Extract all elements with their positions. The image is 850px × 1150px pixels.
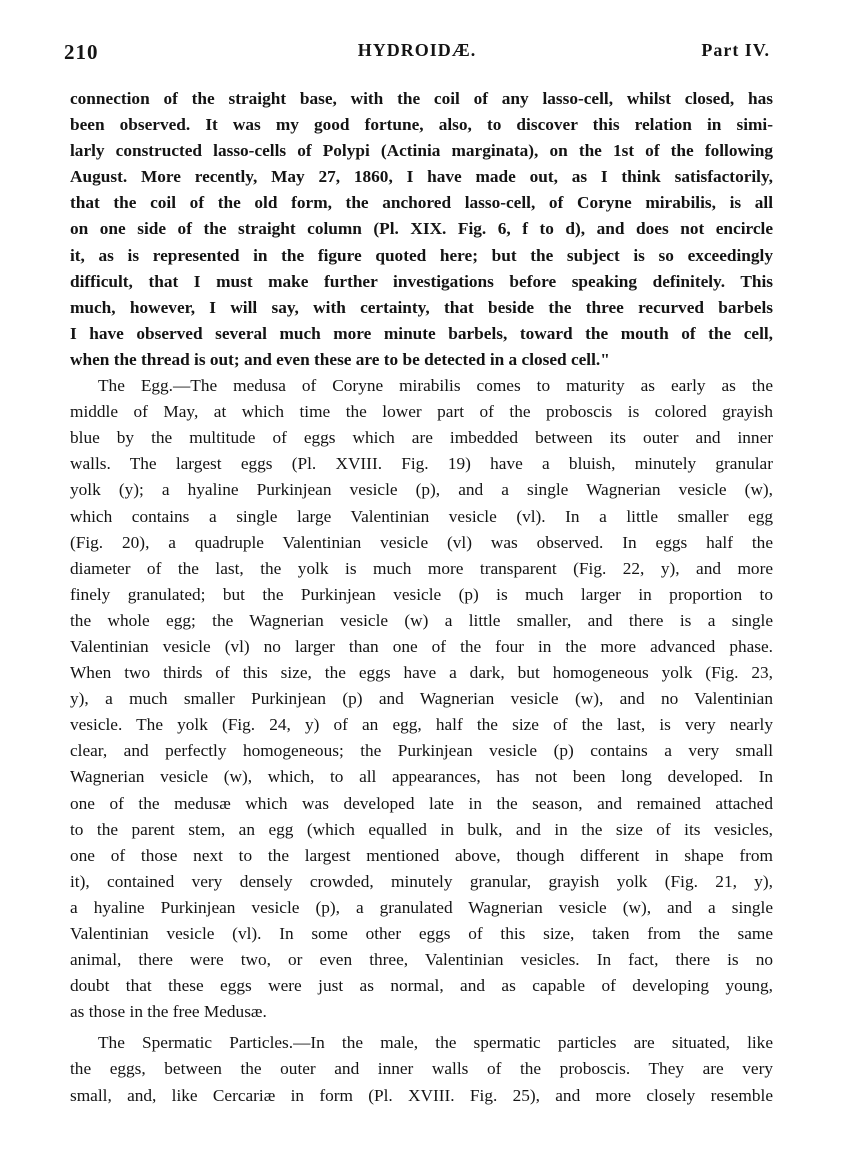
text-line: much, however, I will say, with certainty, that beside the three recurved barbels (70, 297, 773, 317)
text-line: y), a much smaller Purkinjean (p) and Wagnerian vesicle (w), and no Valentinian (70, 689, 773, 709)
text-line: When two thirds of this size, the eggs have a dark, but homogeneous yolk (Fig. 23, (70, 663, 773, 683)
text-line: August. More recently, May 27, 1860, I have made out, as I think satisfactorily, (70, 167, 773, 187)
paragraph-lasso-cells (70, 86, 773, 373)
text-line: doubt that these eggs were just as normal, and as capable of developing young, (70, 976, 773, 996)
text-line: Valentinian vesicle (vl) no larger than one of the four in the more advanced phase. (70, 636, 773, 656)
paragraph-the-egg (70, 373, 773, 1025)
text-line: Valentinian vesicle (vl). In some other eggs of this size, taken from the same (70, 924, 773, 943)
text-line: on one side of the straight column (Pl. XIX. Fig. 6, f to d), and does not encircle (70, 219, 773, 239)
text-line: been observed. It was my good fortune, also, to discover this relation in simi- (70, 115, 773, 135)
text-line: when the thread is out; and even these are to be detected in a closed cell." (70, 349, 610, 369)
text-line: walls. The largest eggs (Pl. XVIII. Fig. 19) have a bluish, minutely granular (70, 454, 773, 474)
text-line: that the coil of the old form, the anchored lasso-cell, of Coryne mirabilis, is all (70, 193, 773, 213)
text-line: (Fig. 20), a quadruple Valentinian vesicle (vl) was observed. In eggs half the (70, 532, 773, 552)
text-line: blue by the multitude of eggs which are imbedded between its outer and inner (70, 428, 773, 448)
text-line: Wagnerian vesicle (w), which, to all appearances, has not been long developed. In (70, 767, 773, 787)
paragraph-spermatic-particles (70, 1030, 773, 1108)
page-number: 210 (64, 40, 99, 64)
text-line: one of the medusæ which was developed late in the season, and remained attached (70, 793, 773, 813)
text-line: one of those next to the largest mentioned above, though different in shape from (70, 845, 773, 865)
text-line: animal, there were two, or even three, Valentinian vesicles. In fact, there is no (70, 950, 773, 970)
part-label: Part IV. (701, 40, 770, 60)
text-line: as those in the free Medusæ. (70, 1002, 267, 1022)
text-line: middle of May, at which time the lower part of the proboscis is colored grayish (70, 402, 773, 422)
text-line: which contains a single large Valentinian vesicle (vl). In a little smaller egg (70, 506, 773, 526)
text-line: vesicle. The yolk (Fig. 24, y) of an egg, half the size of the last, is very nearly (70, 715, 773, 735)
text-line: clear, and perfectly homogeneous; the Purkinjean vesicle (p) contains a very small (70, 741, 773, 761)
text-line: The Egg.—The medusa of Coryne mirabilis comes to maturity as early as the (98, 376, 773, 396)
text-line: finely granulated; but the Purkinjean vesicle (p) is much larger in proportion to (70, 584, 773, 604)
text-line: diameter of the last, the yolk is much more transparent (Fig. 22, y), and more (70, 558, 773, 578)
text-line: the whole egg; the Wagnerian vesicle (w) a little smaller, and there is a single (70, 610, 773, 630)
page-header (64, 40, 770, 70)
text-line: larly constructed lasso-cells of Polypi (Actinia marginata), on the 1st of the following (70, 141, 773, 161)
text-line: it, as is represented in the figure quoted here; but the subject is so exceedingly (70, 245, 773, 265)
text-line: a hyaline Purkinjean vesicle (p), a granulated Wagnerian vesicle (w), and a single (70, 897, 773, 917)
text-line: it), contained very densely crowded, minutely granular, grayish yolk (Fig. 21, y), (70, 871, 773, 891)
text-line: to the parent stem, an egg (which equalled in bulk, and in the size of its vesicles, (70, 819, 773, 839)
running-title: HYDROIDÆ. (357, 40, 477, 60)
text-line: connection of the straight base, with the coil of any lasso-cell, whilst closed, has (70, 89, 773, 108)
page-body (70, 86, 773, 1109)
text-line: The Spermatic Particles.—In the male, the spermatic particles are situated, like (98, 1033, 773, 1053)
text-line: the eggs, between the outer and inner walls of the proboscis. They are very (70, 1059, 773, 1079)
text-line: I have observed several much more minute barbels, toward the mouth of the cell, (70, 323, 773, 343)
text-line: difficult, that I must make further investigations before speaking definitely. This (70, 271, 773, 291)
text-line: small, and, like Cercariæ in form (Pl. XVIII. Fig. 25), and more closely resemble (70, 1085, 773, 1105)
text-line: yolk (y); a hyaline Purkinjean vesicle (p), and a single Wagnerian vesicle (w), (70, 480, 773, 500)
